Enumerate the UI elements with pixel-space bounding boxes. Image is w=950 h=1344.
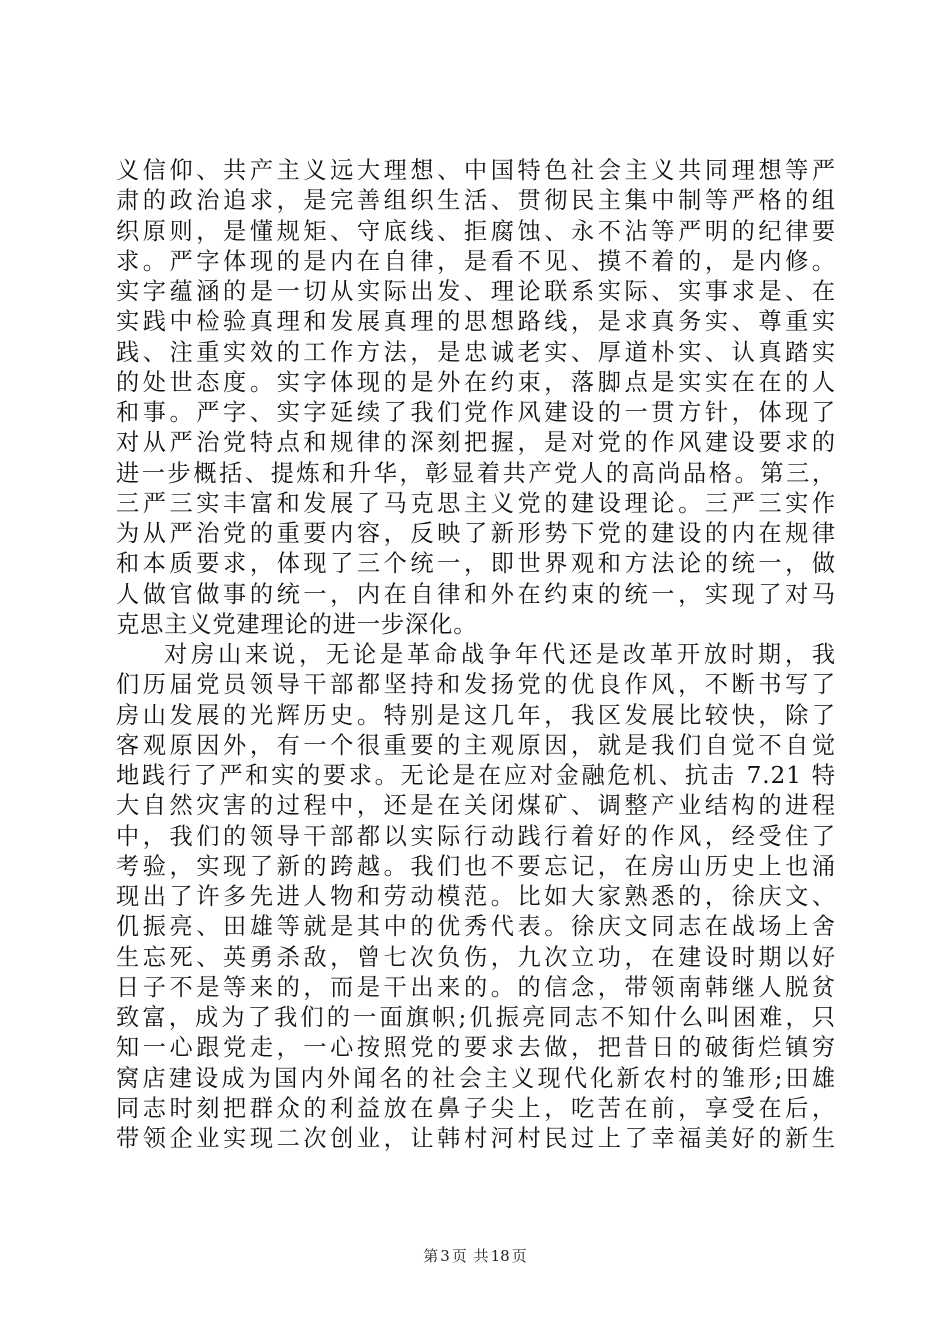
page-prefix: 第 — [423, 1247, 439, 1265]
text-line: 克思主义党建理论的进一步深化。 — [116, 610, 478, 638]
text-line: 生忘死、英勇杀敌，曾七次负伤，九次立功，在建设时期以好 — [116, 943, 836, 971]
text-line: 和本质要求，体现了三个统一，即世界观和方法论的统一，做 — [116, 550, 836, 578]
text-line: 带领企业实现二次创业，让韩村河村民过上了幸福美好的新生 — [116, 1125, 836, 1152]
page-current-number: 3 — [440, 1247, 450, 1265]
text-line: 仉振亮、田雄等就是其中的优秀代表。徐庆文同志在战场上舍 — [116, 913, 836, 941]
text-line: 对从严治党特点和规律的深刻把握，是对党的作风建设要求的 — [116, 429, 836, 457]
text-line: 三严三实丰富和发展了马克思主义党的建设理论。三严三实作 — [116, 489, 836, 517]
page-footer — [0, 1245, 950, 1266]
text-line: 现出了许多先进人物和劳动模范。比如大家熟悉的，徐庆文、 — [116, 883, 836, 910]
text-line: 致富，成为了我们的一面旗帜;仉振亮同志不知什么叫困难，只 — [116, 1004, 836, 1031]
text-line: 地践行了严和实的要求。无论是在应对金融危机、抗击 7.21 特 — [116, 762, 836, 789]
text-line: 窝店建设成为国内外闻名的社会主义现代化新农村的雏形;田雄 — [116, 1064, 836, 1092]
text-line: 实践中检验真理和发展真理的思想路线，是求真务实、尊重实 — [116, 308, 836, 336]
text-line: 客观原因外，有一个很重要的主观原因，就是我们自觉不自觉 — [116, 731, 836, 759]
text-line: 考验，实现了新的跨越。我们也不要忘记，在房山历史上也涌 — [116, 852, 836, 880]
text-line: 求。严字体现的是内在自律，是看不见、摸不着的，是内修。 — [116, 247, 836, 275]
paragraph-1 — [116, 156, 836, 640]
total-prefix: 共 — [473, 1247, 489, 1265]
text-line: 知一心跟党走，一心按照党的要求去做，把昔日的破街烂镇穷 — [116, 1034, 836, 1062]
page-suffix: 页 — [451, 1247, 467, 1265]
text-line: 对房山来说，无论是革命战争年代还是改革开放时期，我 — [164, 641, 836, 668]
paragraph-2 — [116, 640, 836, 1154]
text-line: 中，我们的领导干部都以实际行动践行着好的作风，经受住了 — [116, 822, 836, 850]
page-total-number: 18 — [490, 1247, 510, 1265]
text-line: 义信仰、共产主义远大理想、中国特色社会主义共同理想等严 — [116, 157, 836, 184]
total-suffix: 页 — [511, 1247, 527, 1265]
text-line: 大自然灾害的过程中，还是在关闭煤矿、调整产业结构的进程 — [116, 792, 836, 820]
text-line: 们历届党员领导干部都坚持和发扬党的优良作风，不断书写了 — [116, 671, 836, 699]
text-line: 的处世态度。实字体现的是外在约束，落脚点是实实在在的人 — [116, 368, 836, 396]
text-line: 实字蕴涵的是一切从实际出发、理论联系实际、实事求是、在 — [116, 278, 836, 305]
text-line: 织原则，是懂规矩、守底线、拒腐蚀、永不沾等严明的纪律要 — [116, 217, 836, 245]
text-line: 进一步概括、提炼和升华，彰显着共产党人的高尚品格。第三， — [116, 459, 836, 487]
text-line: 肃的政治追求，是完善组织生活、贯彻民主集中制等严格的组 — [116, 187, 836, 215]
document-body — [116, 156, 836, 1154]
text-line: 和事。严字、实字延续了我们党作风建设的一贯方针，体现了 — [116, 399, 836, 426]
text-line: 同志时刻把群众的利益放在鼻子尖上，吃苦在前，享受在后， — [116, 1094, 836, 1122]
text-line: 房山发展的光辉历史。特别是这几年，我区发展比较快，除了 — [116, 701, 836, 729]
text-line: 日子不是等来的，而是干出来的。的信念，带领南韩继人脱贫 — [116, 973, 836, 1001]
text-line: 践、注重实效的工作方法，是忠诚老实、厚道朴实、认真踏实 — [116, 338, 836, 366]
text-line: 为从严治党的重要内容，反映了新形势下党的建设的内在规律 — [116, 520, 836, 547]
text-line: 人做官做事的统一，内在自律和外在约束的统一，实现了对马 — [116, 580, 836, 608]
